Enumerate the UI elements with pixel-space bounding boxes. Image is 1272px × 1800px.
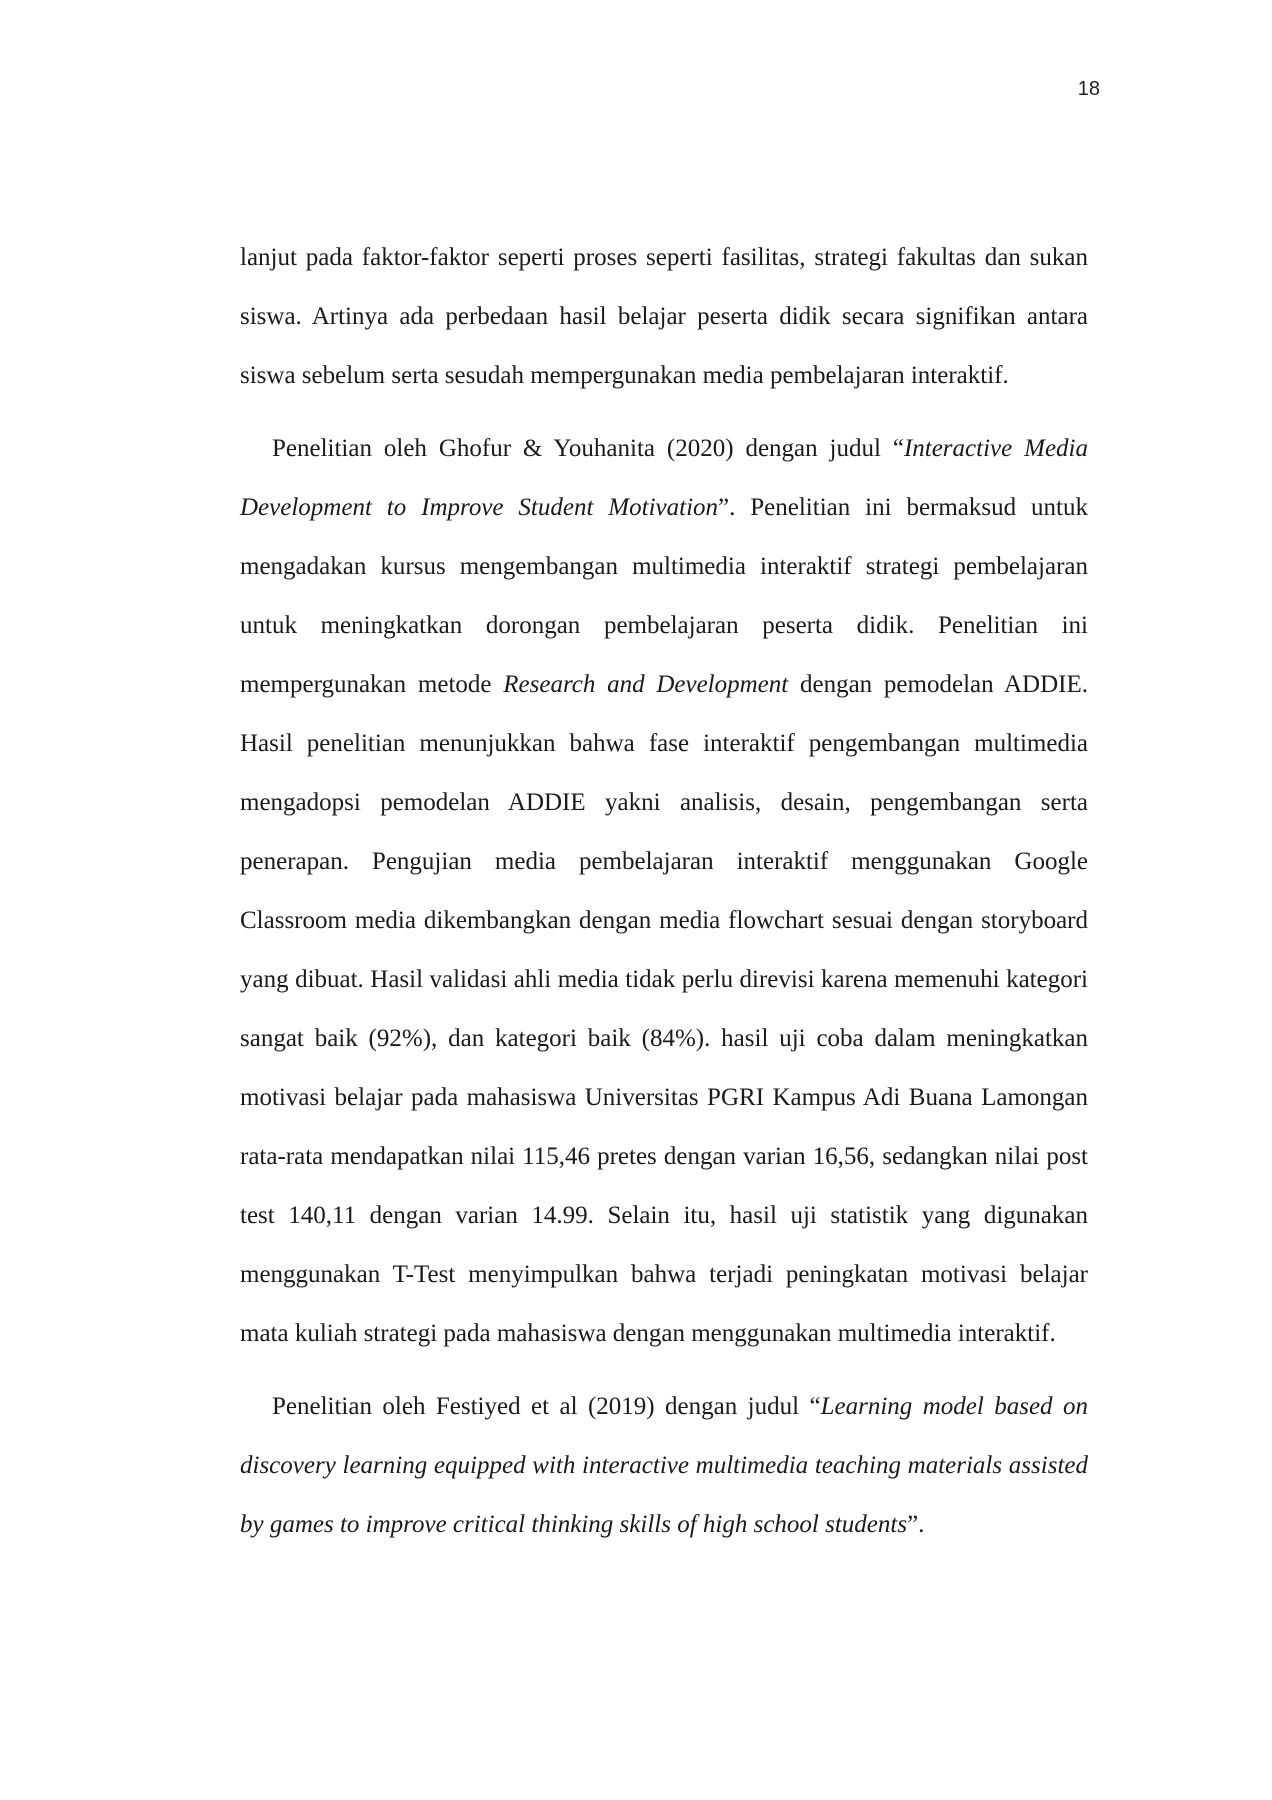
paragraph-ghofur-youhanita <box>240 419 1088 1363</box>
paragraph-continuation: lanjut pada faktor-faktor seperti proses seperti fasilitas, strategi fakultas dan sukan siswa. Artinya ada perbedaan hasil belajar peserta didik secara signifikan antara siswa sebelum serta sesudah mempergunakan media pembelajaran interaktif. <box>240 244 1088 389</box>
p2-text-a: Penelitian oleh Ghofur & Youhanita (2020) dengan judul “ <box>272 435 904 462</box>
p2-text-c: dengan pemodelan ADDIE. Hasil penelitian menunjukkan bahwa fase interaktif pengembangan multimedia mengadopsi pemodelan ADDIE yakni analisis, desain, pengembangan serta penerapan. Pengujian media pembelajaran interaktif menggunakan Google Classroom media dikembangkan dengan media flowchart sesuai dengan storyboard yang dibuat. Hasil validasi ahli media tidak perlu direvisi karena memenuhi kategori sangat baik (92%), dan kategori baik (84%). hasil uji coba dalam meningkatkan motivasi belajar pada mahasiswa Universitas PGRI Kampus Adi Buana Lamongan rata-rata mendapatkan nilai 115,46 pretes dengan varian 16,56, sedangkan nilai post test 140,11 dengan varian 14.99. Selain itu, hasil uji statistik yang digunakan menggunakan T-Test menyimpulkan bahwa terjadi peningkatan motivasi belajar mata kuliah strategi pada mahasiswa dengan menggunakan multimedia interaktif. <box>240 671 1088 1347</box>
body-text <box>240 228 1088 1554</box>
p2-text-b: ”. Penelitian ini bermaksud untuk mengadakan kursus mengembangan multimedia interaktif strategi pembelajaran untuk meningkatkan dorongan pembelajaran peserta didik. Penelitian ini mempergunakan metode <box>240 494 1088 698</box>
p3-text-a: Penelitian oleh Festiyed et al (2019) dengan judul “ <box>272 1393 821 1420</box>
p2-title-italic: Interactive Media Development to Improve Student Motivation <box>240 435 1088 521</box>
paragraph-festiyed <box>240 1377 1088 1554</box>
p3-text-b: ”. <box>907 1511 925 1538</box>
page-number: 18 <box>1077 78 1100 100</box>
p3-title-italic: Learning model based on discovery learning equipped with interactive multimedia teaching materials assisted by games to improve critical thinking skills of high school students <box>240 1393 1088 1538</box>
p2-method-italic: Research and Development <box>503 671 789 698</box>
